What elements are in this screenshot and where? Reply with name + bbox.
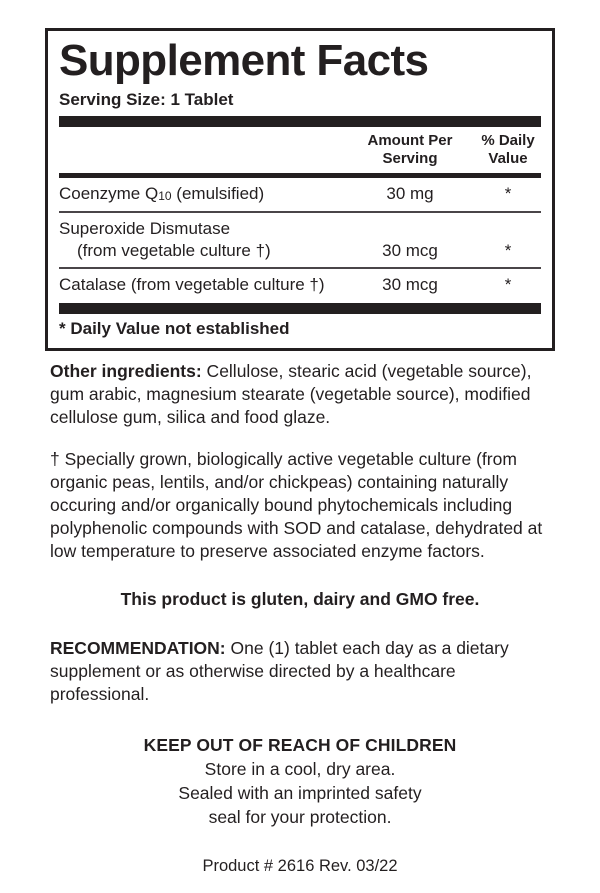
nutrient-name-prefix: Coenzyme Q: [59, 184, 159, 203]
nutrient-row-1-table: [59, 178, 547, 211]
header-amount-line1: Amount Per: [367, 132, 453, 149]
storage-line-2: Sealed with an imprinted safety: [178, 783, 422, 803]
recommendation-text: One (1) tablet each day as a dietary supplement or as otherwise directed by a healthcare professional.: [50, 638, 509, 704]
rule-thick-top: [59, 116, 541, 127]
rule-thick-bottom: [59, 303, 541, 314]
recommendation-label: RECOMMENDATION:: [50, 638, 226, 658]
table-row: [59, 213, 547, 267]
nutrient-amount: 30 mcg: [382, 275, 438, 294]
nutrient-daily-value: *: [504, 241, 512, 260]
product-number-line: Product # 2616 Rev. 03/22: [202, 857, 398, 875]
free-from-statement: This product is gluten, dairy and GMO free.: [120, 589, 480, 609]
storage-line-3: seal for your protection.: [208, 807, 392, 827]
nutrient-name: [59, 178, 351, 211]
header-dv-line2: Value: [488, 150, 528, 167]
body-copy: [50, 360, 550, 877]
table-row: [59, 178, 547, 211]
keep-out-of-reach-heading: KEEP OUT OF REACH OF CHILDREN: [143, 735, 457, 755]
nutrient-amount: 30 mg: [386, 184, 434, 203]
panel-title: Supplement Facts: [59, 36, 429, 85]
dagger-note-paragraph: † Specially grown, biologically active vegetable culture (from organic peas, lentils, and/or chickpeas) containing naturally occuring and/or organically bound phytochemicals including polyphenolic compounds with SOD and catalase, dehydrated at low temperature to preserve associated enzyme factors.: [50, 449, 543, 561]
nutrient-amount: 30 mcg: [382, 241, 438, 260]
nutrient-name-subscript: 10: [158, 189, 172, 203]
nutrient-daily-value: *: [504, 275, 512, 294]
nutrient-name-second-line: (from vegetable culture †): [77, 241, 271, 260]
nutrient-name-prefix: Superoxide Dismutase: [59, 219, 231, 238]
header-daily-value: [469, 127, 547, 173]
nutrient-row-2-table: [59, 213, 547, 267]
header-nutrient: [59, 127, 351, 173]
warning-block: [50, 733, 550, 829]
other-ingredients-paragraph: [50, 360, 550, 429]
nutrient-name-suffix: (emulsified): [171, 184, 265, 203]
header-dv-line1: % Daily: [481, 132, 535, 149]
nutrient-row-3-table: [59, 269, 547, 301]
nutrient-daily-value: *: [504, 184, 512, 203]
header-amount-line2: Serving: [382, 150, 438, 167]
daily-value-footnote: * Daily Value not established: [59, 319, 290, 338]
storage-line-1: Store in a cool, dry area.: [204, 759, 396, 779]
table-row: [59, 269, 547, 301]
table-header-row: [59, 127, 547, 173]
header-amount-per-serving: [351, 127, 469, 173]
nutrient-name: [59, 213, 351, 267]
other-ingredients-label: Other ingredients:: [50, 361, 202, 381]
nutrients-table: [59, 127, 547, 173]
other-ingredients-text: Cellulose, stearic acid (vegetable source), gum arabic, magnesium stearate (vegetable source), modified cellulose gum, silica and food glaze.: [50, 361, 532, 427]
nutrient-name: Catalase (from vegetable culture †): [59, 275, 325, 294]
recommendation-paragraph: [50, 637, 550, 706]
supplement-facts-panel: [45, 28, 555, 351]
serving-size: Serving Size: 1 Tablet: [59, 90, 234, 109]
